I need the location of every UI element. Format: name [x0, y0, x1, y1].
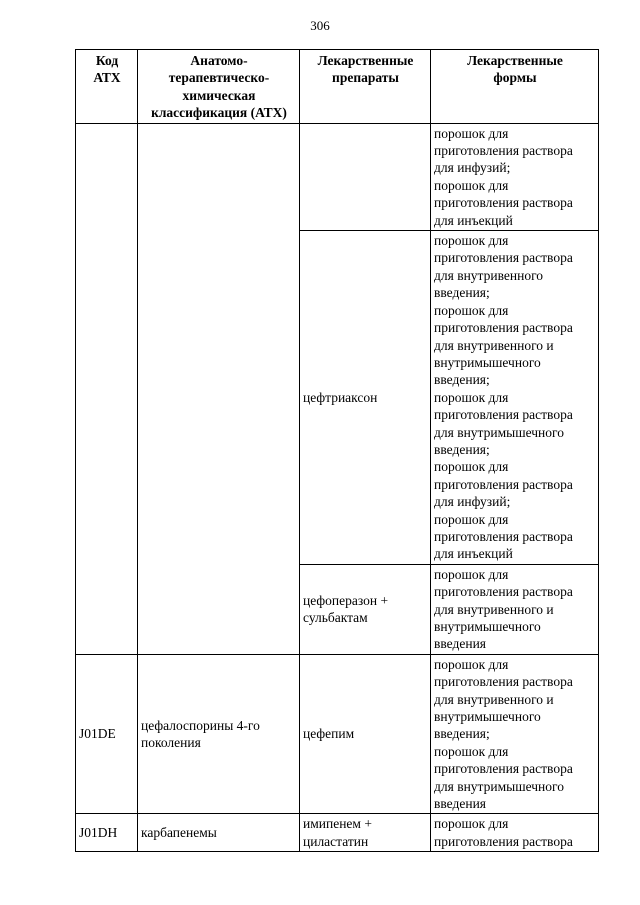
- form-line: приготовления раствора: [434, 761, 573, 777]
- cell-classification: [138, 814, 300, 852]
- form-line: порошок для: [434, 511, 509, 527]
- form-line: введения;: [434, 441, 490, 457]
- form-line: порошок для: [434, 125, 509, 141]
- header-classification: [138, 50, 300, 124]
- cell-classification: [138, 654, 300, 814]
- drug-line: имипенем +: [303, 816, 372, 832]
- form-line: приготовления раствора: [434, 320, 573, 336]
- header-classification-line: химическая: [182, 87, 256, 103]
- form-line: порошок для: [434, 656, 509, 672]
- header-classification-line: терапевтическо-: [168, 70, 270, 86]
- header-drugs-line: Лекарственные: [317, 53, 414, 68]
- form-line: порошок для: [434, 302, 509, 318]
- form-line: внутримышечного: [434, 709, 541, 725]
- header-code-line: АТХ: [93, 70, 121, 86]
- form-line: для инъекций: [434, 546, 513, 562]
- cell-drug: [300, 231, 431, 565]
- form-line: порошок для: [434, 816, 509, 832]
- form-line: для внутривенного и: [434, 337, 554, 353]
- cell-forms: [431, 654, 599, 814]
- form-line: порошок для: [434, 233, 509, 249]
- form-line: приготовления раствора: [434, 674, 573, 690]
- drug-line: сульбактам: [303, 610, 368, 626]
- table-row: [76, 814, 599, 852]
- form-line: порошок для: [434, 566, 509, 582]
- form-line: порошок для: [434, 389, 509, 405]
- cell-code: J01DE: [76, 654, 138, 814]
- form-line: внутримышечного: [434, 619, 541, 634]
- header-drugs: [300, 50, 431, 124]
- form-line: приготовления раствора: [434, 407, 573, 423]
- form-line: порошок для: [434, 177, 509, 193]
- drug-line: цефепим: [303, 726, 355, 742]
- classification-line: цефалоспорины 4-го: [141, 717, 260, 733]
- drug-line: цефтриаксон: [303, 389, 378, 405]
- cell-code: [76, 123, 138, 654]
- form-line: приготовления раствора: [434, 476, 573, 492]
- cell-forms: [431, 814, 599, 852]
- header-forms: [431, 50, 599, 124]
- header-code: [76, 50, 138, 124]
- cell-classification: [138, 123, 300, 654]
- form-line: для внутривенного: [434, 267, 544, 283]
- cell-drug: [300, 564, 431, 654]
- page-number: 306: [310, 18, 330, 33]
- header-classification-line: Анатомо-: [190, 53, 248, 68]
- form-line: для инъекций: [434, 212, 513, 228]
- cell-forms: [431, 123, 599, 230]
- classification-line: поколения: [141, 735, 201, 751]
- cell-drug: [300, 814, 431, 852]
- atx-table: [75, 49, 599, 852]
- form-line: приготовления раствора: [434, 528, 573, 544]
- form-line: приготовления раствора: [434, 195, 573, 211]
- form-line: для внутримышечного: [434, 424, 564, 440]
- cell-forms: [431, 231, 599, 565]
- form-line: для внутривенного и: [434, 691, 554, 707]
- table-row: [76, 123, 599, 230]
- form-line: введения;: [434, 726, 490, 742]
- cell-forms: [431, 564, 599, 654]
- cell-drug: [300, 654, 431, 814]
- header-forms-line: формы: [493, 70, 537, 86]
- form-line: для внутривенного и: [434, 601, 554, 617]
- form-line: для внутримышечного: [434, 778, 564, 794]
- form-line: приготовления раствора: [434, 584, 573, 600]
- form-line: введения: [434, 636, 487, 652]
- drug-line: циластатин: [303, 833, 369, 849]
- header-drugs-line: препараты: [332, 70, 399, 86]
- classification-line: карбапенемы: [141, 825, 217, 841]
- table-body: [76, 123, 599, 852]
- cell-drug: [300, 123, 431, 230]
- table-row: [76, 654, 599, 814]
- form-line: для инфузий;: [434, 160, 511, 176]
- form-line: введения: [434, 796, 487, 812]
- form-line: порошок для: [434, 459, 509, 475]
- form-line: приготовления раствора: [434, 250, 573, 266]
- form-line: приготовления раствора: [434, 833, 573, 849]
- header-classification-line: классификация (АТХ): [151, 105, 287, 121]
- form-line: приготовления раствора: [434, 143, 573, 159]
- header-forms-line: Лекарственные: [467, 53, 563, 68]
- header-code-line: Код: [95, 53, 119, 68]
- drug-line: цефоперазон +: [303, 592, 389, 608]
- form-line: порошок для: [434, 743, 509, 759]
- form-line: для инфузий;: [434, 494, 511, 510]
- form-line: введения;: [434, 285, 490, 301]
- form-line: внутримышечного: [434, 354, 541, 370]
- form-line: введения;: [434, 372, 490, 388]
- table-header-row: [76, 50, 599, 124]
- cell-code: J01DH: [76, 814, 138, 852]
